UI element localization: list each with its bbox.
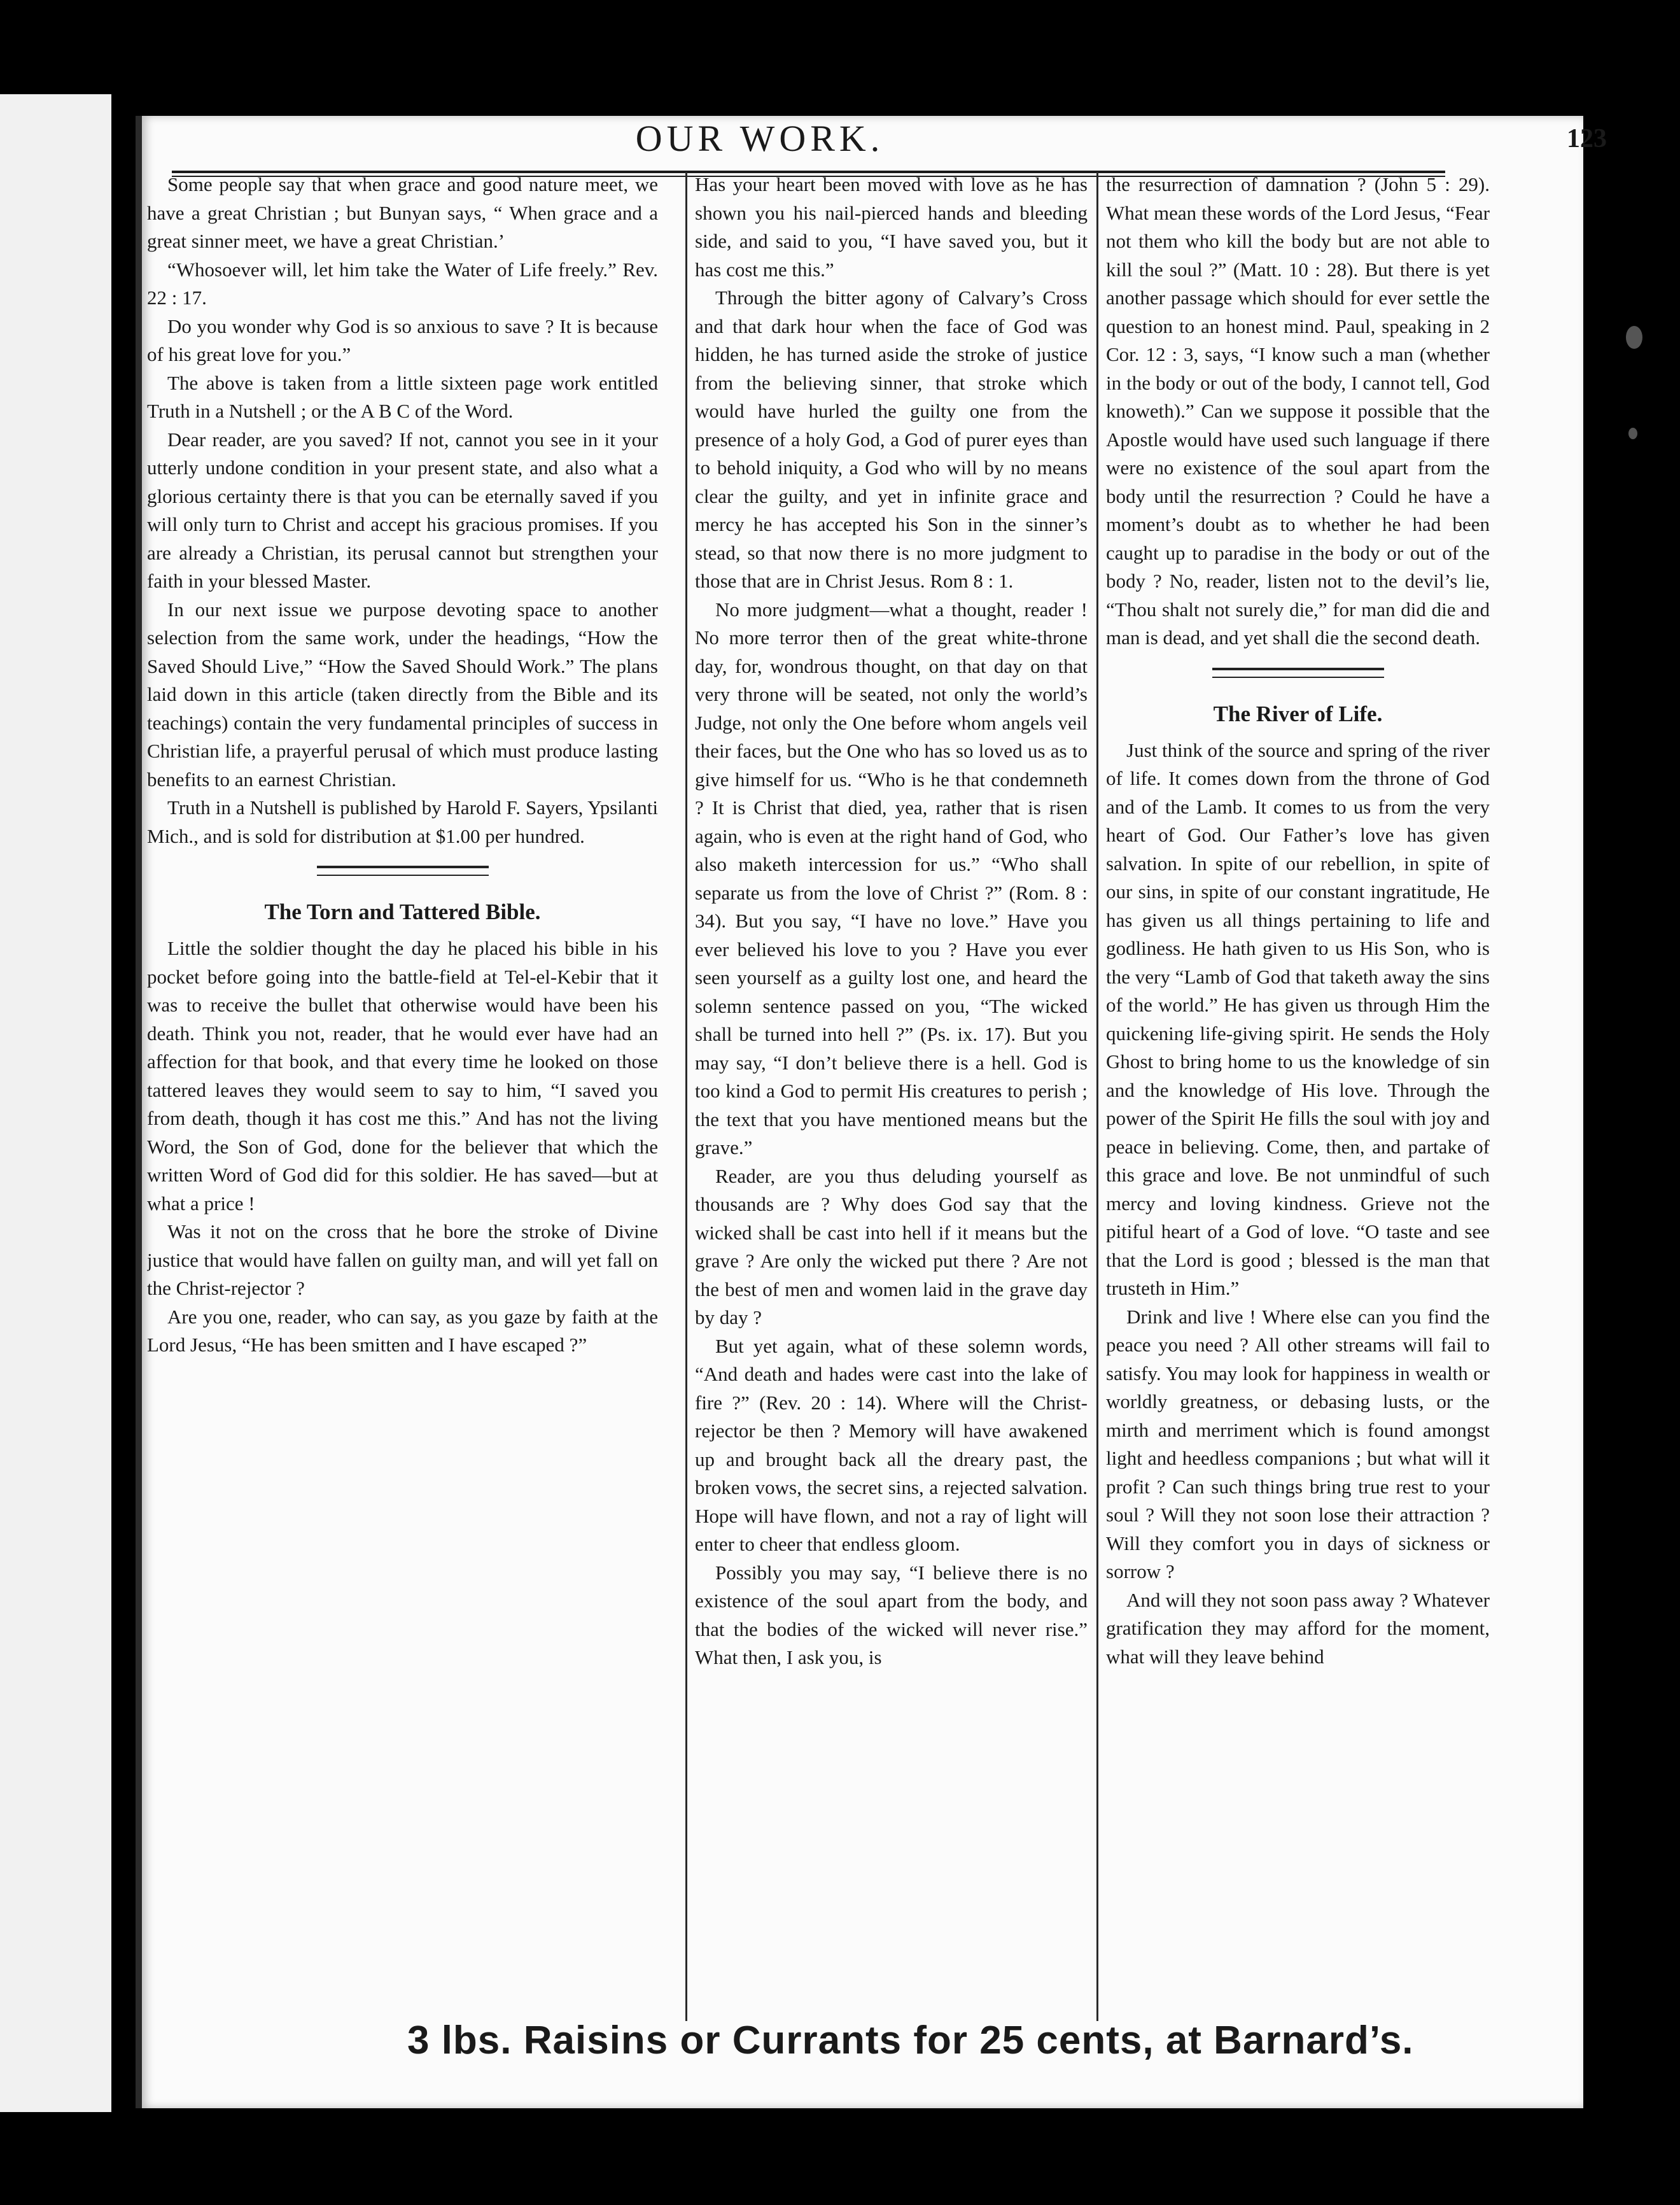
- paragraph: Drink and live ! Where else can you find the peace you need ? All other streams will fail to satisfy. You may look for happiness in wealth or worldly greatness, or debasing lusts, or the mirth and merriment which is found amongst light and heedless companions ; but what will it profit ? Can such things bring true rest to your soul ? Will they not soon lose their attraction ? Will they comfort you in days of sickness or sorrow ?: [1106, 1305, 1490, 1582]
- ink-blot: [1628, 428, 1637, 439]
- paragraph: The above is taken from a little sixteen page work entitled Truth in a Nutshell ; or the A B C of the Word.: [147, 371, 658, 422]
- column-1: [147, 171, 658, 1966]
- paragraph: Possibly you may say, “I believe there is no existence of the soul apart from the body, and that the bodies of the wicked will never rise.” What then, I ask you, is: [695, 1561, 1088, 1668]
- section-divider-thin: [317, 875, 489, 876]
- paragraph: Truth in a Nutshell is published by Harold F. Sayers, Ypsilanti Mich., and is sold for distribution at $1.00 per hundred.: [147, 796, 658, 847]
- page-number: 123: [1567, 124, 1607, 153]
- paragraph: Was it not on the cross that he bore the stroke of Divine justice that would have fallen on guilty man, and will yet fall on the Christ-rejector ?: [147, 1220, 658, 1299]
- column-2: [695, 171, 1088, 1966]
- paragraph: Reader, are you thus deluding yourself as thousands are ? Why does God say that the wicked shall be cast into hell if it means but the grave ? Are only the wicked put there ? Are not the best of men and women laid in the grave day by day ?: [695, 1164, 1088, 1328]
- paragraph: “Whosoever will, let him take the Water of Life freely.” Rev. 22 : 17.: [147, 258, 658, 309]
- section-divider: [1212, 668, 1384, 670]
- paragraph: Are you one, reader, who can say, as you gaze by faith at the Lord Jesus, “He has been smitten and I have escaped ?”: [147, 1305, 658, 1356]
- paragraph: But yet again, what of these solemn words, “And death and hades were cast into the lake of fire ?” (Rev. 20 : 14). Where will the Christ-rejector be then ? Memory will have awakened up and brought back all the dreary past, the broken vows, the secret sins, a rejected salvation. Hope will have flown, and not a ray of light will enter to cheer that endless gloom.: [695, 1334, 1088, 1555]
- paragraph: Just think of the source and spring of the river of life. It comes down from the throne of God and of the Lamb. It comes to us from the very heart of God. Our Father’s love has given salvation. In spite of our rebellion, in spite of our sins, in spite of our constant ingratitude, He has given us all things pertaining to life and godliness. He hath given to us His Son, who is the very “Lamb of God that taketh away the sins of the world.” He has given us through Him the quickening life-giving spirit. He sends the Holy Ghost to bring home to us the knowledge of sin and the knowledge of His love. Through the power of the Spirit He fills the soul with joy and peace in believing. Come, then, and partake of this grace and love. Be not unmindful of such mercy and loving kindness. Grieve not the pitiful heart of a God of love. “O taste and see that the Lord is good ; blessed is the man that trusteth in Him.”: [1106, 738, 1490, 1299]
- section-divider: [317, 866, 489, 868]
- column-divider: [685, 172, 687, 2021]
- column-3: [1106, 171, 1490, 1966]
- paragraph: Do you wonder why God is so anxious to save ? It is because of his great love for you.”: [147, 314, 658, 365]
- article-heading: The River of Life.: [1213, 701, 1383, 726]
- paragraph: the resurrection of damnation ? (John 5 : 29). What mean these words of the Lord Jesus, “Fear not them who kill the body but are not able to kill the soul ?” (Matt. 10 : 28). But there is yet another passage which should for ever settle the question to an honest mind. Paul, speaking in 2 Cor. 12 : 3, says, “I know such a man (whether in the body or out of the body, I cannot tell, God knoweth).” Can we suppose it possible that the Apostle would have used such language if there were no existence of the soul apart from the body until the resurrection ? Could he have a moment’s doubt as to whether he had been caught up to paradise in the body or out of the body ? No, reader, listen not to the devil’s lie, “Thou shalt not surely die,” for man did die and man is dead, and yet shall die the second death.: [1106, 173, 1490, 649]
- paragraph: No more judgment—what a thought, reader ! No more terror then of the great white-throne day, for, wondrous thought, on that day on that very throne will be seated, not only the world’s Judge, not only the One before whom angels veil their faces, but the One who has so loved us as to give himself for us. “Who is he that condemneth ? It is Christ that died, yea, rather that is risen again, who is even at the right hand of God, who also maketh intercession for us.” “Who shall separate us from the love of Christ ?” (Rom. 8 : 34). But you say, “I have no love.” Have you ever believed his love to you ? Have you ever seen yourself as a guilty lost one, and heard the solemn sentence passed on you, “The wicked shall be turned into hell ?” (Ps. ix. 17). But you may say, “I don’t believe there is a hell. God is too kind a God to permit His creatures to perish ; the text that you have mentioned means but the grave.”: [695, 598, 1088, 1159]
- column-divider: [1096, 172, 1098, 2021]
- paragraph: Some people say that when grace and good nature meet, we have a great Christian ; but Bunyan says, “ When grace and a great sinner meet, we have a great Christian.’: [147, 173, 658, 252]
- article-heading: The Torn and Tattered Bible.: [264, 899, 541, 924]
- paragraph: Through the bitter agony of Calvary’s Cross and that dark hour when the face of God was hidden, he has turned aside the stroke of justice from the believing sinner, that stroke which would have hurled the guilty one from the presence of a holy God, a God of purer eyes than to behold iniquity, a God who will by no means clear the guilty, and yet in infinite grace and mercy he has accepted his Son in the sinner’s stead, so that now there is no more judgment to those that are in Christ Jesus. Rom 8 : 1.: [695, 286, 1088, 592]
- paragraph: Little the soldier thought the day he placed his bible in his pocket before going into the battle-field at Tel-el-Kebir that it was to receive the bullet that otherwise would have been his death. Think you not, reader, that he would ever have had an affection for that book, and that every time he looked on those tattered leaves they would seem to say to him, “I saved you from death, though it has cost me this.” And has not the living Word, the Son of God, done for the believer that which the written Word of God did for this soldier. He has saved—but at what a price !: [147, 937, 658, 1215]
- paragraph: Has your heart been moved with love as he has shown you his nail-pierced hands and bleeding side, and said to you, “I have saved you, but it has cost me this.”: [695, 173, 1088, 281]
- paragraph: Dear reader, are you saved? If not, cannot you see in it your utterly undone condition in your present state, and also what a glorious certainty there is that you can be eternally saved if you will only turn to Christ and accept his gracious promises. If you are already a Christian, its perusal cannot but strengthen your faith in your blessed Master.: [147, 428, 658, 592]
- paragraph: And will they not soon pass away ? Whatever gratification they may afford for the moment, what will they leave behind: [1106, 1588, 1490, 1668]
- ink-blot: [1626, 326, 1642, 349]
- paragraph: In our next issue we purpose devoting space to another selection from the same work, under the headings, “How the Saved Should Live,” “How the Saved Should Work.” The plans laid down in this article (taken directly from the Bible and its teachings) contain the very fundamental principles of success in Christian life, a prayerful perusal of which must produce lasting benefits to an earnest Christian.: [147, 598, 658, 791]
- footer-advertisement: 3 lbs. Raisins or Currants for 25 cents, at Barnard’s.: [407, 2018, 1414, 2062]
- adjacent-page-edge: [0, 94, 111, 2112]
- section-divider-thin: [1212, 677, 1384, 678]
- masthead-title: OUR WORK.: [635, 118, 885, 159]
